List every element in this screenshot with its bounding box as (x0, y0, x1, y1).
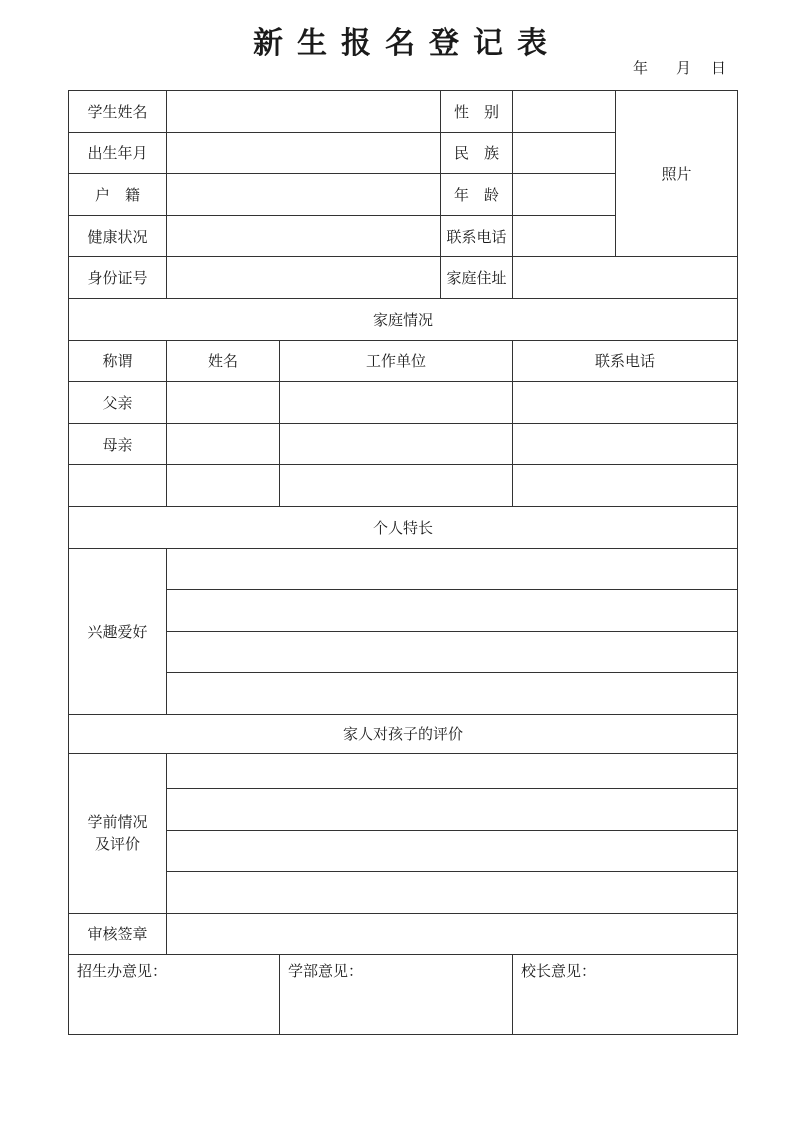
id-number-label: 身份证号 (69, 257, 167, 299)
health-label: 健康状况 (69, 215, 167, 257)
family-row-name-field[interactable] (167, 382, 280, 424)
preschool-label-line2: 及评价 (94, 835, 140, 854)
family-row-name-field[interactable] (167, 423, 280, 465)
phone-label: 联系电话 (441, 215, 513, 257)
photo-box[interactable]: 照片 (616, 91, 738, 257)
preschool-label (69, 753, 167, 913)
birth-field[interactable] (167, 132, 441, 174)
id-number-field[interactable] (167, 257, 441, 299)
household-field[interactable] (167, 174, 441, 216)
family-header-relation: 称谓 (69, 340, 167, 382)
principal-opinion-label: 校长意见： (521, 962, 597, 981)
stamp-field[interactable] (167, 913, 738, 955)
family-row-relation: 父亲 (69, 382, 167, 424)
age-label: 年 龄 (441, 174, 513, 216)
family-row-phone-field[interactable] (513, 423, 738, 465)
date-day-label: 日 (710, 59, 726, 77)
household-label: 户 籍 (69, 174, 167, 216)
hobby-line-field[interactable] (167, 631, 738, 673)
family-header-workplace: 工作单位 (280, 340, 513, 382)
preschool-line-field[interactable] (167, 753, 738, 788)
preschool-line-field[interactable] (167, 830, 738, 872)
specialty-section-title: 个人特长 (69, 506, 738, 548)
phone-field[interactable] (513, 215, 616, 257)
ethnicity-label: 民 族 (441, 132, 513, 174)
hobby-line-field[interactable] (167, 548, 738, 590)
family-header-name: 姓名 (167, 340, 280, 382)
admissions-opinion-label: 招生办意见： (77, 962, 168, 981)
family-row-workplace-field[interactable] (280, 382, 513, 424)
family-row-relation: 母亲 (69, 423, 167, 465)
hobby-line-field[interactable] (167, 590, 738, 632)
ethnicity-field[interactable] (513, 132, 616, 174)
department-opinion-box[interactable] (280, 955, 513, 1035)
address-field[interactable] (513, 257, 738, 299)
preschool-line-field[interactable] (167, 872, 738, 914)
date-month-label: 月 (675, 59, 691, 77)
stamp-label: 审核签章 (69, 913, 167, 955)
age-field[interactable] (513, 174, 616, 216)
family-row-name-field[interactable] (167, 465, 280, 507)
address-label: 家庭住址 (441, 257, 513, 299)
family-header-phone: 联系电话 (513, 340, 738, 382)
hobby-label: 兴趣爱好 (69, 548, 167, 714)
family-row-workplace-field[interactable] (280, 465, 513, 507)
date-line (633, 57, 726, 78)
evaluation-section-title: 家人对孩子的评价 (69, 714, 738, 753)
birth-label: 出生年月 (69, 132, 167, 174)
family-row-phone-field[interactable] (513, 465, 738, 507)
preschool-label-line1: 学前情况 (87, 813, 148, 832)
admissions-opinion-box[interactable] (69, 955, 280, 1035)
family-row-workplace-field[interactable] (280, 423, 513, 465)
hobby-line-field[interactable] (167, 673, 738, 715)
preschool-line-field[interactable] (167, 788, 738, 830)
date-year-label: 年 (632, 59, 648, 77)
student-name-label: 学生姓名 (69, 91, 167, 133)
family-section-title: 家庭情况 (69, 298, 738, 340)
registration-form (68, 90, 738, 1035)
principal-opinion-box[interactable] (513, 955, 738, 1035)
family-row-phone-field[interactable] (513, 382, 738, 424)
gender-field[interactable] (513, 91, 616, 133)
student-name-field[interactable] (167, 91, 441, 133)
family-row-relation-field[interactable] (69, 465, 167, 507)
page-title: 新生报名登记表 (253, 26, 561, 61)
gender-label: 性 别 (441, 91, 513, 133)
health-field[interactable] (167, 215, 441, 257)
department-opinion-label: 学部意见： (288, 962, 364, 981)
